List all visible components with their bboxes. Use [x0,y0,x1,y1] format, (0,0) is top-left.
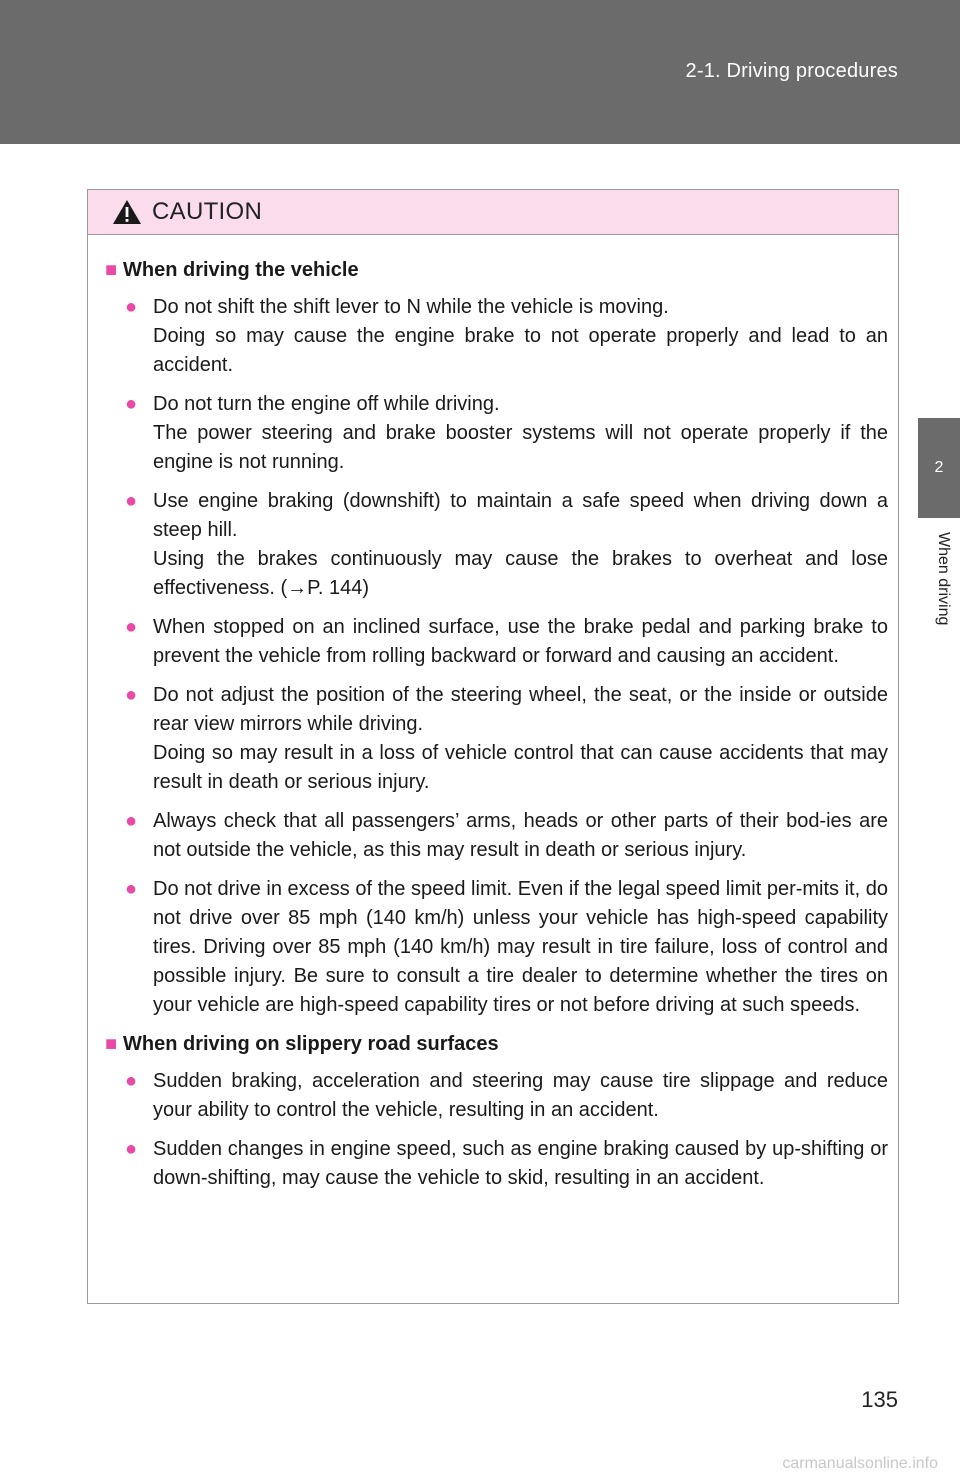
item-text: Sudden braking, acceleration and steering may cause tire slippage and reduce your ability to control the vehicle, resulting in an accident. [153,1070,888,1121]
item-text: The power steering and brake booster systems will not operate properly if the engine is not running. [153,422,888,473]
section-title: 2-1. Driving procedures [685,60,898,82]
item-text: Use engine braking (downshift) to maintain a safe speed when driving down a steep hill. [153,490,888,541]
page-number: 135 [861,1387,898,1412]
caution-content [88,235,898,1193]
item-text: Do not turn the engine off while driving. [153,393,500,415]
chapter-number: 2 [934,459,944,476]
list-item [122,1067,888,1125]
watermark: carmanualsonline.info [782,1455,938,1472]
bullet-dot-icon: ● [125,616,138,638]
item-text: When stopped on an inclined surface, use the brake pedal and parking brake to prevent the vehicle from rolling backward or forward and causing an accident. [153,616,888,667]
square-bullet-icon: ■ [105,259,118,281]
bullet-dot-icon: ● [125,878,138,900]
item-text: Do not adjust the position of the steering wheel, the seat, or the inside or outside rear view mirrors while driving. [153,684,888,735]
item-text: Sudden changes in engine speed, such as engine braking caused by up-shifting or down-shifting, may cause the vehicle to skid, resulting in an accident. [153,1138,888,1189]
bullet-dot-icon: ● [125,393,138,415]
list-item [122,613,888,671]
warning-triangle-icon [112,199,142,225]
list-item [122,807,888,865]
list-item [122,875,888,1020]
item-text: Do not drive in excess of the speed limit. Even if the legal speed limit per-mits it, do not drive over 85 mph (140 km/h) unless your vehicle has high-speed capability tires. Driving over 85 mph (140 km/h) may result in tire failure, loss of control and possible injury. Be sure to consult a tire dealer to determine whether the tires on your vehicle are high-speed capability tires or not before driving at such speeds. [153,878,888,1016]
bullet-dot-icon: ● [125,1138,138,1160]
list-item [122,681,888,797]
item-text: Always check that all passengers’ arms, heads or other parts of their bod-ies are not outside the vehicle, as this may result in death or serious injury. [153,810,888,861]
item-text: Doing so may result in a loss of vehicle control that can cause accidents that may result in death or serious injury. [153,742,888,793]
caution-box [87,189,899,1304]
item-text: Using the brakes continuously may cause the brakes to overheat and lose effectiveness. (→P. 144) [153,548,888,599]
caution-label: CAUTION [152,198,263,225]
bullet-dot-icon: ● [125,684,138,706]
square-bullet-icon: ■ [105,1033,118,1055]
chapter-tab [918,418,960,518]
section-heading [105,1030,888,1059]
list-item [122,487,888,603]
list-item [122,390,888,477]
page-header [0,0,960,144]
item-text: Do not shift the shift lever to N while the vehicle is moving. [153,296,669,318]
bullet-dot-icon: ● [125,490,138,512]
list-item [122,293,888,380]
caution-header [88,190,898,235]
section-heading-text: When driving the vehicle [123,259,359,281]
list-item [122,1135,888,1193]
item-text: Doing so may cause the engine brake to not operate properly and lead to an accident. [153,325,888,376]
bullet-dot-icon: ● [125,1070,138,1092]
bullet-dot-icon: ● [125,810,138,832]
section-heading [105,256,888,285]
section-heading-text: When driving on slippery road surfaces [123,1033,499,1055]
chapter-label: When driving [935,532,952,626]
bullet-dot-icon: ● [125,296,138,318]
